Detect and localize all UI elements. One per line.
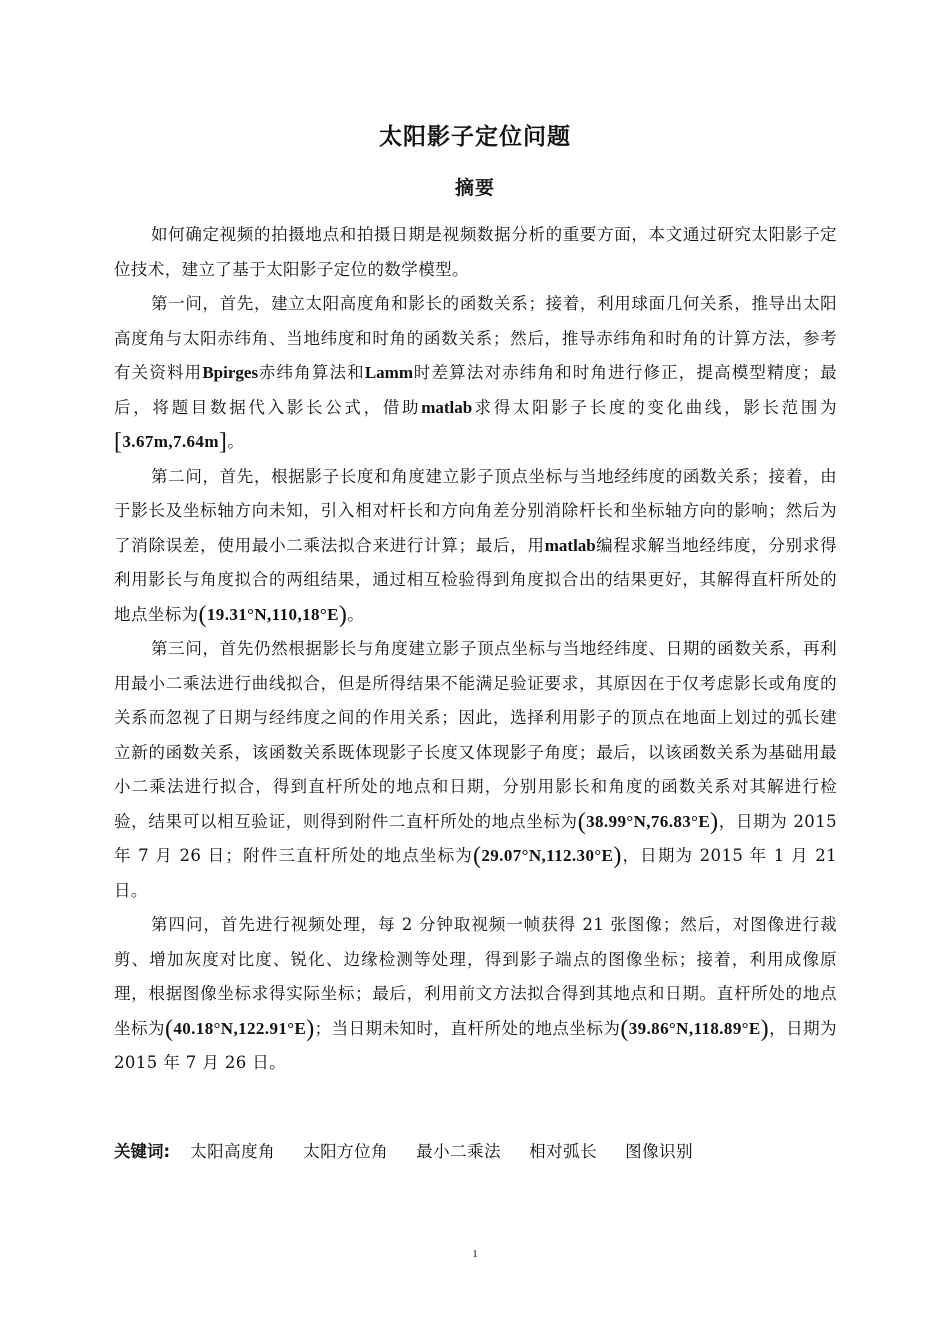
- q4-text-b: ；当日期未知时，直杆所处的地点坐标为: [314, 1018, 621, 1038]
- q3-coordinate-2: 29.07°N,112.30°E: [481, 846, 614, 865]
- q1-term-matlab: matlab: [421, 397, 473, 417]
- q1-text-e: 。: [227, 432, 245, 451]
- q4-coordinate-2: 39.86°N,118.89°E: [628, 1018, 761, 1038]
- keyword-item: 最小二乘法: [416, 1142, 502, 1161]
- paren-open: (: [577, 808, 587, 835]
- paren-close: ): [306, 1015, 315, 1042]
- q1-text-a: 第一问，首先，建立太阳高度角和影长的函数关系；接着，利用球面几何关系，推导出太阳高度角与太阳赤纬角、当地纬度和时角的函数关系；然后，推导赤纬角和时角的计算方法，参考有关资料用: [114, 294, 837, 382]
- q4-text-a: 第四问，首先进行视频处理，每 2 分钟取视频一帧获得 21 张图像；然后，对图像进行裁剪、增加灰度对比度、锐化、边缘检测等处理，得到影子端点的图像坐标；接着，利用成像原理，根据图像坐标求得实际坐标；最后，利用前文方法拟合得到其地点和日期。直杆所处的地点坐标为: [114, 915, 837, 1038]
- page-number: 1: [472, 1248, 478, 1260]
- paren-close: ): [338, 601, 348, 628]
- q2-text-a: 第二问，首先，根据影子长度和角度建立影子顶点坐标与当地经纬度的函数关系；接着，由于影长及坐标轴方向未知，引入相对杆长和方向角差分别消除杆长和坐标轴方向的影响；然后为了消除误差，使用最小二乘法拟合来进行计算；最后，用: [114, 466, 837, 555]
- q3-coordinate-1: 38.99°N,76.83°E: [586, 811, 711, 831]
- q2-text-c: 。: [347, 604, 365, 624]
- q3-text-c: ，日期为 2015 年 1 月 21 日。: [114, 846, 837, 900]
- shadow-length-range: 3.67m,7.64m: [122, 432, 219, 451]
- keyword-item: 太阳方位角: [303, 1142, 389, 1161]
- keyword-item: 相对弧长: [529, 1142, 598, 1161]
- q2-term-matlab: matlab: [544, 535, 596, 555]
- paren-open: (: [164, 1015, 174, 1042]
- keywords-line: [114, 1138, 837, 1162]
- page-title: 太阳影子定位问题: [379, 124, 571, 150]
- q3-text-a: 第三问，首先仍然根据影长与角度建立影子顶点坐标与当地经纬度、日期的函数关系，再利用最小二乘法进行曲线拟合，但是所得结果不能满足验证要求，其原因在于仅考虑影长或角度的关系而忽视了日期与经纬度之间的作用关系；因此，选择利用影子的顶点在地面上划过的弧长建立新的函数关系，该函数关系既体现影子长度又体现影子角度；最后，以该函数关系为基础用最小二乘法进行拟合，得到直杆所处的地点和日期，分别用影长和角度的函数关系对其解进行检验，结果可以相互验证，则得到附件二直杆所处的地点坐标为: [114, 639, 837, 831]
- paren-close: ): [760, 1015, 770, 1042]
- bracket-open: [: [114, 429, 123, 455]
- keyword-item: 太阳高度角: [190, 1142, 276, 1161]
- keywords-label: 关键词:: [114, 1142, 171, 1161]
- q1-text-b: 赤纬角算法和: [258, 363, 365, 382]
- q1-term-bpirges: Bpirges: [202, 363, 259, 382]
- paragraph-intro: 如何确定视频的拍摄地点和拍摄日期是视频数据分析的重要方面，本文通过研究太阳影子定位技术，建立了基于太阳影子定位的数学模型。: [114, 225, 837, 279]
- q4-text-c: ，日期为 2015 年 7 月 26 日。: [114, 1018, 838, 1072]
- paren-close: ): [710, 808, 719, 835]
- paragraph-q3: [114, 632, 837, 908]
- abstract-body: [114, 218, 837, 1081]
- q1-term-lamm: Lamm: [364, 363, 414, 382]
- paren-open: (: [198, 601, 207, 628]
- paren-close: ): [613, 843, 622, 869]
- paren-open: (: [620, 1015, 629, 1042]
- abstract-heading: 摘要: [454, 177, 495, 199]
- bracket-close: ]: [218, 429, 228, 455]
- keyword-item: 图像识别: [625, 1142, 694, 1161]
- q2-text-b: 编程求解当地经纬度，分别求得利用影长与角度拟合的两组结果，通过相互检验得到角度拟合出的结果更好，其解得直杆所处的地点坐标为: [114, 535, 837, 624]
- paren-open: (: [472, 843, 482, 869]
- paragraph-q4: [114, 908, 837, 1081]
- q4-coordinate-1: 40.18°N,122.91°E: [173, 1018, 307, 1038]
- q1-text-d: 求得太阳影子长度的变化曲线，影长范围为: [472, 397, 837, 417]
- q2-coordinate: 19.31°N,110,18°E: [206, 604, 339, 624]
- paragraph-q2: [114, 460, 837, 633]
- paragraph-q1: [114, 287, 837, 460]
- q3-text-b: ，日期为 2015 年 7 月 26 日；附件三直杆所处的地点坐标为: [114, 811, 837, 865]
- q1-text-c: 时差算法对赤纬角和时角进行修正，提高模型精度；最后，将题目数据代入影长公式，借助: [114, 363, 838, 417]
